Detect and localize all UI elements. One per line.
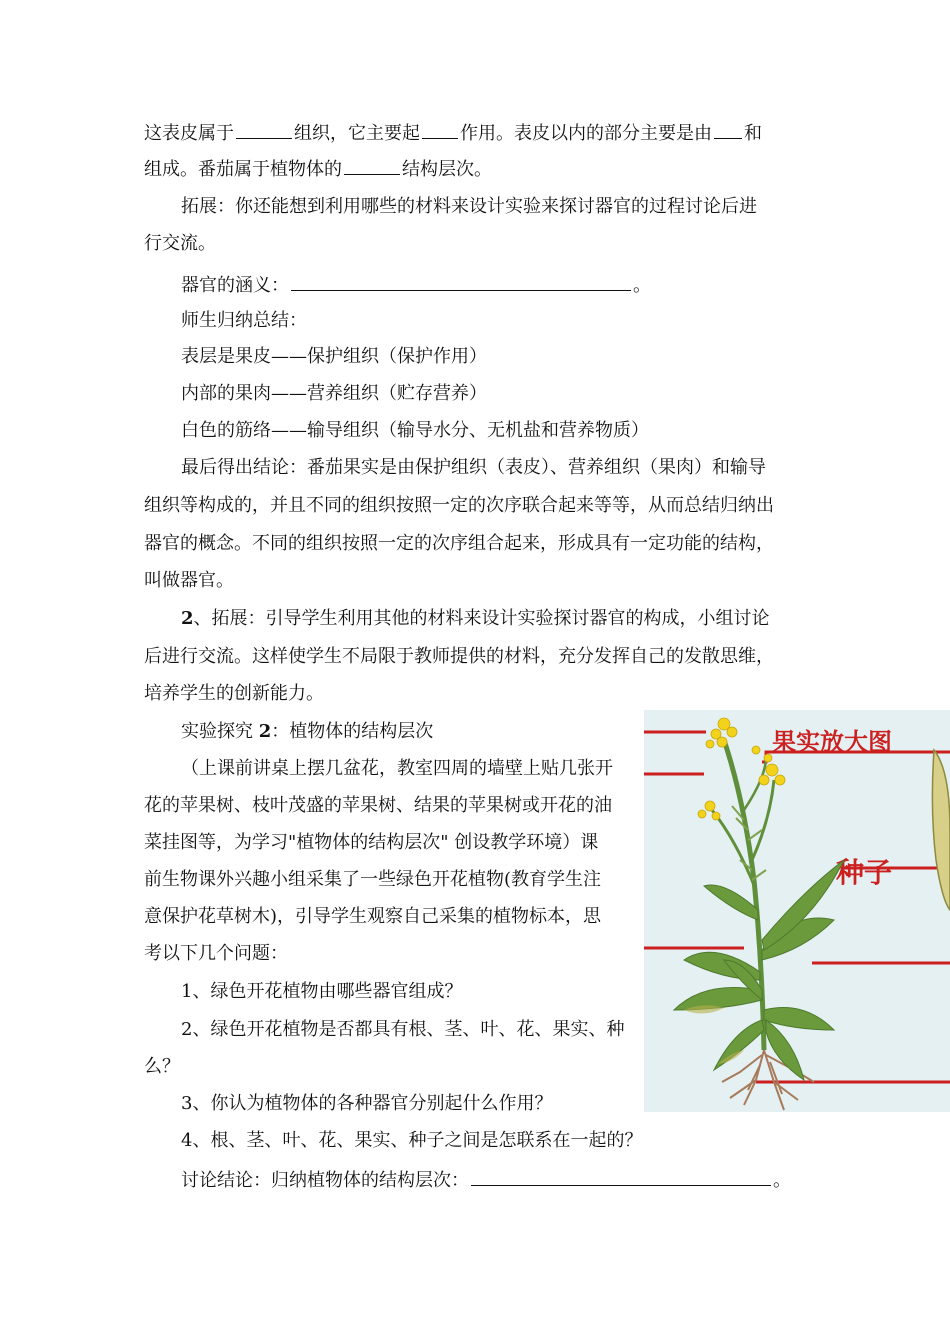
- question-item: 1、绿色开花植物由哪些器官组成？: [181, 981, 463, 1002]
- text-fragment: 和: [744, 123, 762, 144]
- text-fragment: 讨论结论：归纳植物体的结构层次：: [181, 1170, 469, 1191]
- text-line: 最后得出结论：番茄果实是由保护组织（表皮）、营养组织（果肉）和输导: [181, 457, 766, 478]
- text-fragment: ：植物体的结构层次: [271, 721, 434, 742]
- fruit-magnified-label: 果实放大图: [772, 728, 892, 756]
- summary-item: 内部的果肉——营养组织（贮存营养）: [181, 383, 487, 404]
- answer-blank[interactable]: [471, 1167, 771, 1186]
- section-heading: [181, 720, 433, 744]
- item-number: 2: [258, 721, 272, 742]
- item-number: 2: [181, 608, 194, 629]
- text-line: [181, 272, 651, 298]
- answer-blank[interactable]: [344, 156, 400, 175]
- text-line: （上课前讲桌上摆几盆花，教室四周的墙壁上贴几张开: [181, 758, 613, 779]
- text-line: 器官的概念。不同的组织按照一定的次序组合起来，形成具有一定功能的结构，: [144, 533, 774, 554]
- question-item: 么？: [144, 1056, 180, 1077]
- text-fragment: 。: [773, 1170, 791, 1191]
- text-line: [144, 120, 762, 146]
- summary-item: 表层是果皮——保护组织（保护作用）: [181, 346, 487, 367]
- text-fragment: 器官的涵义：: [181, 275, 289, 296]
- text-line: 意保护花草树木)，引导学生观察自己采集的植物标本，思: [144, 906, 602, 927]
- text-line: 组织等构成的，并且不同的组织按照一定的次序联合起来等等，从而总结归纳出: [144, 495, 774, 516]
- text-line: [181, 607, 770, 631]
- question-item: 4、根、茎、叶、花、果实、种子之间是怎联系在一起的？: [181, 1130, 643, 1151]
- text-line: 拓展：你还能想到利用哪些的材料来设计实验来探讨器官的过程讨论后进: [181, 196, 757, 217]
- plant-illustration: [644, 710, 950, 1112]
- text-fragment: 实验探究: [181, 721, 259, 742]
- text-fragment: 。: [633, 275, 651, 296]
- text-line: 前生物课外兴趣小组采集了一些绿色开花植物(教育学生注: [144, 869, 602, 890]
- text-fragment: 作用。表皮以内的部分主要是由: [460, 123, 712, 144]
- text-fragment: 、拓展：引导学生利用其他的材料来设计实验探讨器官的构成，小组讨论: [193, 608, 770, 629]
- text-fragment: 结构层次。: [402, 159, 492, 180]
- text-fragment: 组成。番茄属于植物体的: [144, 159, 342, 180]
- text-fragment: 这表皮属于: [144, 123, 234, 144]
- text-line: 叫做器官。: [144, 570, 234, 591]
- answer-blank[interactable]: [422, 120, 458, 139]
- plant-structure-figure: [644, 710, 950, 1112]
- text-line: 菜挂图等，为学习"植物体的结构层次" 创设教学环境）课: [144, 832, 599, 853]
- answer-blank[interactable]: [236, 120, 292, 139]
- question-item: 3、你认为植物体的各种器官分别起什么作用？: [181, 1093, 553, 1114]
- summary-item: 白色的筋络——输导组织（输导水分、无机盐和营养物质）: [181, 420, 649, 441]
- text-fragment: 组织，它主要起: [294, 123, 420, 144]
- text-line: 培养学生的创新能力。: [144, 683, 324, 704]
- text-line: 行交流。: [144, 233, 216, 254]
- answer-blank[interactable]: [714, 120, 742, 139]
- text-line: 后进行交流。这样使学生不局限于教师提供的材料，充分发挥自己的发散思维，: [144, 646, 774, 667]
- text-line: 花的苹果树、枝叶茂盛的苹果树、结果的苹果树或开花的油: [144, 795, 612, 816]
- text-line: 考以下几个问题：: [144, 943, 288, 964]
- text-line: [181, 1167, 791, 1193]
- answer-blank[interactable]: [291, 272, 631, 291]
- seed-label: 种子: [836, 856, 893, 889]
- text-line: [144, 156, 492, 182]
- question-item: 2、绿色开花植物是否都具有根、茎、叶、花、果实、种: [181, 1019, 625, 1040]
- summary-title: 师生归纳总结：: [181, 310, 307, 331]
